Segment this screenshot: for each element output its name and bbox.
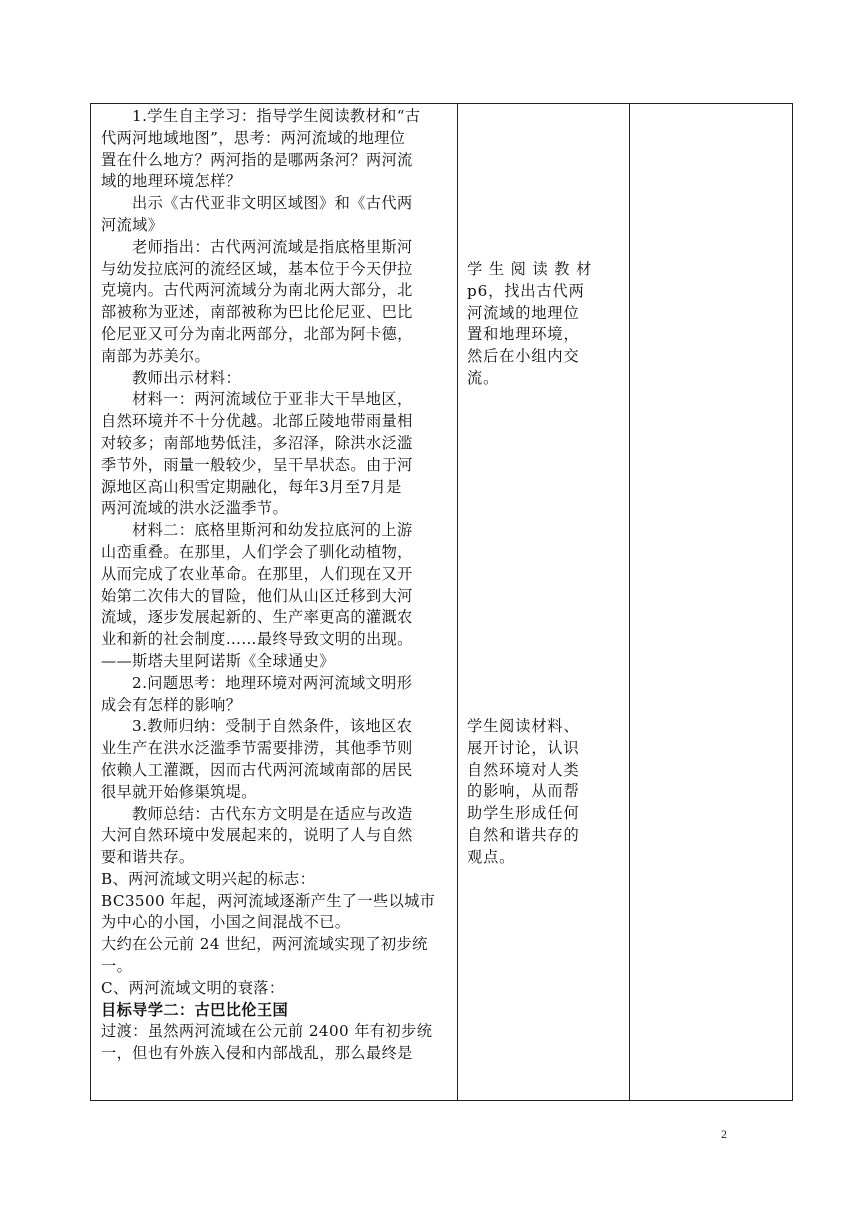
text-line: 一。 <box>101 957 133 976</box>
student-activity-cell-2 <box>467 716 627 869</box>
text-line: 流域，逐步发展起新的、生产率更高的灌溉农 <box>101 608 413 627</box>
text-line: ——斯塔夫里阿诺斯《全球通史》 <box>101 651 335 670</box>
text-line: 南部为苏美尔。 <box>101 346 211 365</box>
text-line: 的影响，从而帮 <box>467 782 580 801</box>
text-line: 学 生 阅 读 教 材 <box>467 260 593 278</box>
text-line: 大约在公元前 24 世纪，两河流域实现了初步统 <box>101 935 428 954</box>
text-line: 过渡：虽然两河流域在公元前 2400 年有初步统 <box>101 1022 433 1041</box>
text-line: 然后在小组内交 <box>467 347 580 366</box>
text-line: 3.教师归纳：受制于自然条件，该地区农 <box>132 717 413 736</box>
text-line: 克境内。古代两河流域分为南北两大部分，北 <box>101 281 413 300</box>
text-line: 与幼发拉底河的流经区域，基本位于今天伊拉 <box>101 259 413 278</box>
text-line: 自然环境对人类 <box>467 760 580 779</box>
teaching-process-cell <box>101 106 453 1065</box>
text-line: 1.学生自主学习：指导学生阅读教材和“古 <box>132 107 421 125</box>
text-line: 部被称为亚述，南部被称为巴比伦尼亚、巴比 <box>101 303 413 322</box>
text-line: B、两河流域文明兴起的标志： <box>101 869 316 888</box>
text-line: 河流域》 <box>101 215 164 234</box>
text-line: 依赖人工灌溉，因而古代两河流域南部的居民 <box>101 760 413 779</box>
text-line: 自然环境并不十分优越。北部丘陵地带雨量相 <box>101 412 413 431</box>
text-line: 伦尼亚又可分为南北两部分，北部为阿卡德， <box>101 324 413 343</box>
text-line: 业生产在洪水泛滥季节需要排涝，其他季节则 <box>101 739 413 758</box>
text-line: 材料一：两河流域位于亚非大干旱地区， <box>132 390 413 409</box>
text-line: 一，但也有外族入侵和内部战乱，那么最终是 <box>101 1044 413 1063</box>
text-line: p6，找出古代两 <box>467 281 585 300</box>
text-line: 对较多；南部地势低洼，多沼泽，除洪水泛滥 <box>101 433 413 452</box>
text-line: 大河自然环境中发展起来的，说明了人与自然 <box>101 826 413 845</box>
text-line: 从而完成了农业革命。在那里，人们现在又开 <box>101 564 413 583</box>
text-line: 出示《古代亚非文明区域图》和《古代两 <box>132 194 413 213</box>
column-divider-1 <box>457 104 458 1100</box>
text-line: 源地区高山积雪定期融化，每年3月至7月是 <box>101 477 402 496</box>
text-line: 老师指出：古代两河流域是指底格里斯河 <box>132 237 413 256</box>
text-line: 教师出示材料： <box>132 368 242 387</box>
text-line: 始第二次伟大的冒险，他们从山区迁移到大河 <box>101 586 413 605</box>
text-line: 观点。 <box>467 847 516 866</box>
text-line: 季节外，雨量一般较少，呈干旱状态。由于河 <box>101 455 413 474</box>
text-line: 2.问题思考：地理环境对两河流域文明形 <box>132 673 413 692</box>
text-line: 为中心的小国，小国之间混战不已。 <box>101 913 351 932</box>
text-line: 山峦重叠。在那里，人们学会了驯化动植物， <box>101 542 413 561</box>
text-line: 河流域的地理位 <box>467 303 580 322</box>
text-line: 流。 <box>467 368 500 387</box>
text-line: 材料二：底格里斯河和幼发拉底河的上游 <box>132 521 413 540</box>
page-number: 2 <box>721 1127 727 1141</box>
text-line: 很早就开始修渠筑堤。 <box>101 782 257 801</box>
text-line: C、两河流域文明的衰落： <box>101 978 285 997</box>
text-line: 要和谐共存。 <box>101 848 195 867</box>
text-line: BC3500 年起，两河流域逐渐产生了一些以城市 <box>101 891 436 910</box>
text-line: 自然和谐共存的 <box>467 825 580 844</box>
text-line: 教师总结：古代东方文明是在适应与改造 <box>132 804 413 823</box>
student-activity-cell-1 <box>467 259 627 390</box>
text-line: 两河流域的洪水泛滥季节。 <box>101 499 289 518</box>
text-line: 展开讨论，认识 <box>467 738 580 757</box>
section-heading: 目标导学二：古巴比伦王国 <box>101 1000 289 1019</box>
column-divider-2 <box>629 104 630 1100</box>
text-line: 代两河地域地图”，思考：两河流域的地理位 <box>101 128 406 147</box>
text-line: 置在什么地方？两河指的是哪两条河？两河流 <box>101 150 413 169</box>
text-line: 助学生形成任何 <box>467 804 580 823</box>
text-line: 成会有怎样的影响？ <box>101 695 242 714</box>
text-line: 学生阅读材料、 <box>467 717 580 735</box>
text-line: 域的地理环境怎样？ <box>101 172 242 191</box>
lesson-table <box>90 103 793 1101</box>
text-line: 置和地理环境， <box>467 325 580 344</box>
text-line: 业和新的社会制度……最终导致文明的出现。 <box>101 630 413 649</box>
